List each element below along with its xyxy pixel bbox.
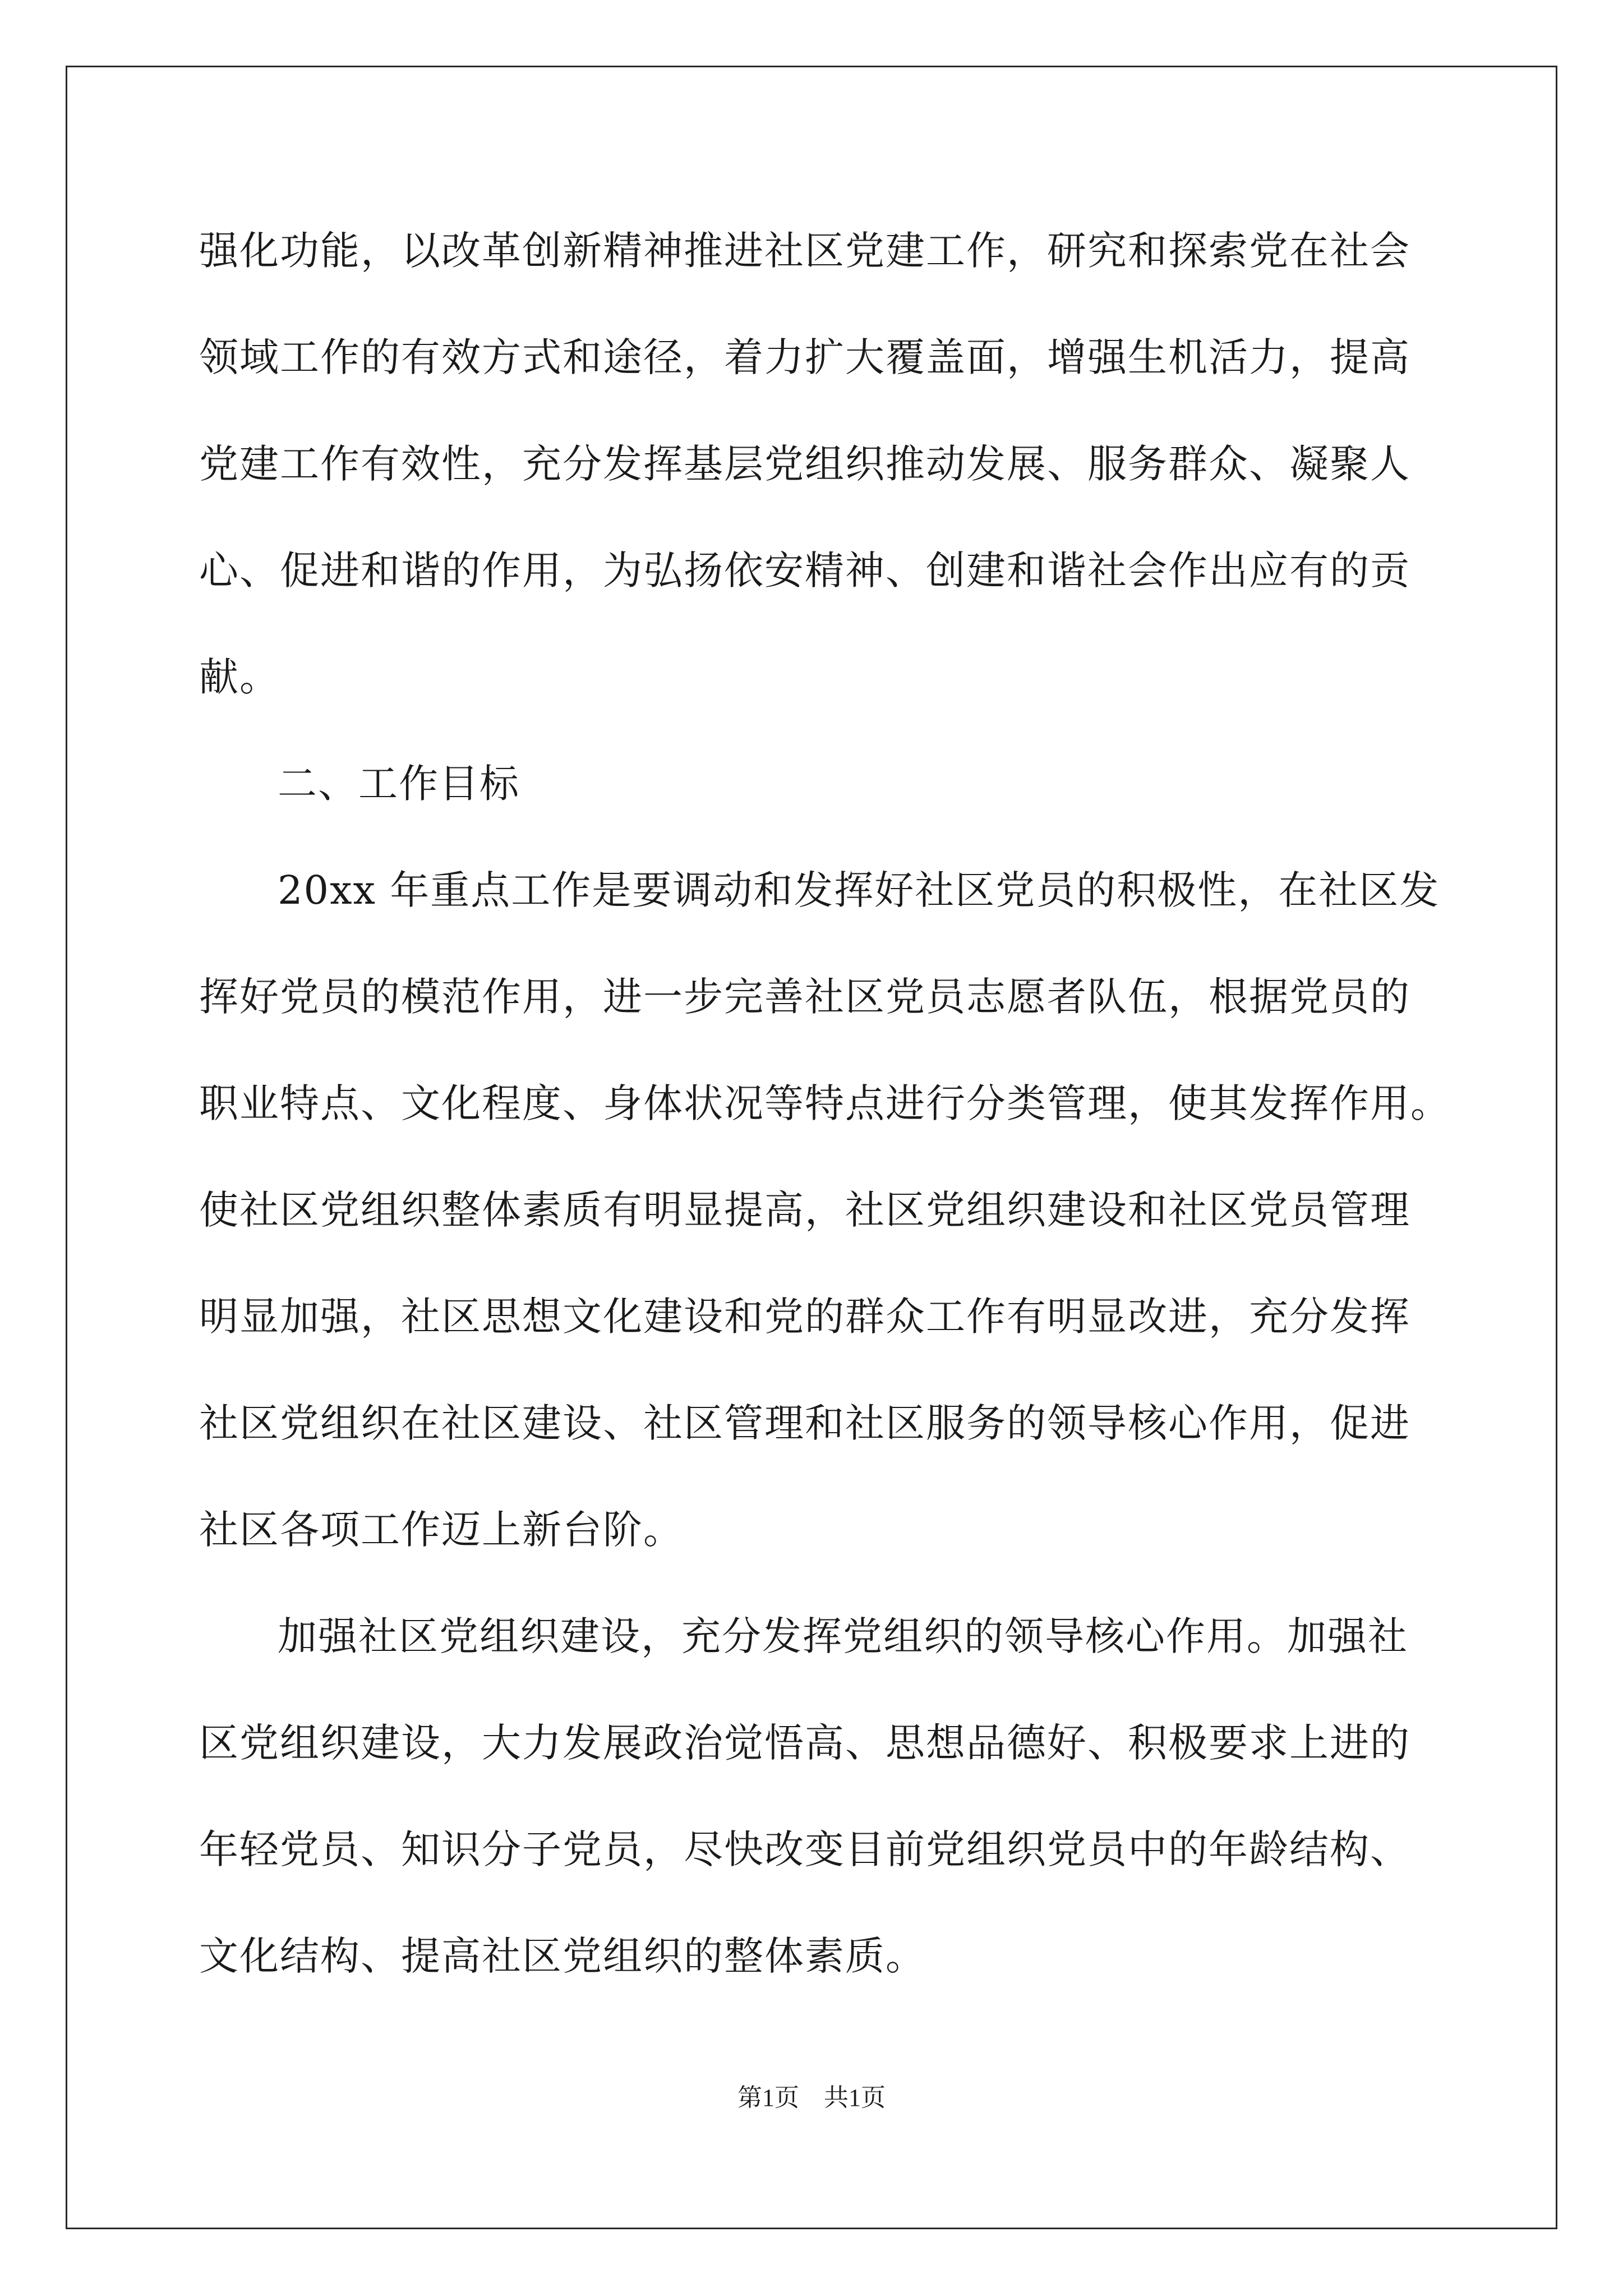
paragraph-3-line: 文化结构、提高社区党组织的整体素质。	[199, 1933, 926, 1979]
paragraph-2-line: 社区党组织在社区建设、社区管理和社区服务的领导核心作用，促进	[199, 1400, 1410, 1446]
paragraph-2-line: 职业特点、文化程度、身体状况等特点进行分类管理，使其发挥作用。	[199, 1080, 1451, 1126]
paragraph-2-line: 使社区党组织整体素质有明显提高，社区党组织建设和社区党员管理	[199, 1187, 1410, 1233]
paragraph-1-line: 献。	[199, 654, 280, 700]
paragraph-2-line: 明显加强，社区思想文化建设和党的群众工作有明显改进，充分发挥	[199, 1294, 1410, 1340]
paragraph-2-line: 挥好党员的模范作用，进一步完善社区党员志愿者队伍，根据党员的	[199, 974, 1410, 1020]
paragraph-1-line: 心、促进和谐的作用，为弘扬依安精神、创建和谐社会作出应有的贡	[199, 547, 1410, 593]
paragraph-3-line: 加强社区党组织建设，充分发挥党组织的领导核心作用。加强社	[278, 1613, 1408, 1659]
paragraph-3-line: 区党组织建设，大力发展政治觉悟高、思想品德好、积极要求上进的	[199, 1720, 1410, 1766]
paragraph-1-line: 强化功能，以改革创新精神推进社区党建工作，研究和探索党在社会	[199, 228, 1410, 274]
paragraph-1-line: 领域工作的有效方式和途径，着力扩大覆盖面，增强生机活力，提高	[199, 334, 1410, 380]
paragraph-2-line: 社区各项工作迈上新台阶。	[199, 1507, 684, 1553]
page-footer: 第1页 共1页	[737, 2084, 886, 2111]
paragraph-2-line: 20xx 年重点工作是要调动和发挥好社区党员的积极性，在社区发	[278, 867, 1440, 913]
paragraph-3-line: 年轻党员、知识分子党员，尽快改变目前党组织党员中的年龄结构、	[199, 1826, 1410, 1872]
paragraph-1-line: 党建工作有效性，充分发挥基层党组织推动发展、服务群众、凝聚人	[199, 441, 1410, 487]
section-heading: 二、工作目标	[278, 761, 520, 807]
